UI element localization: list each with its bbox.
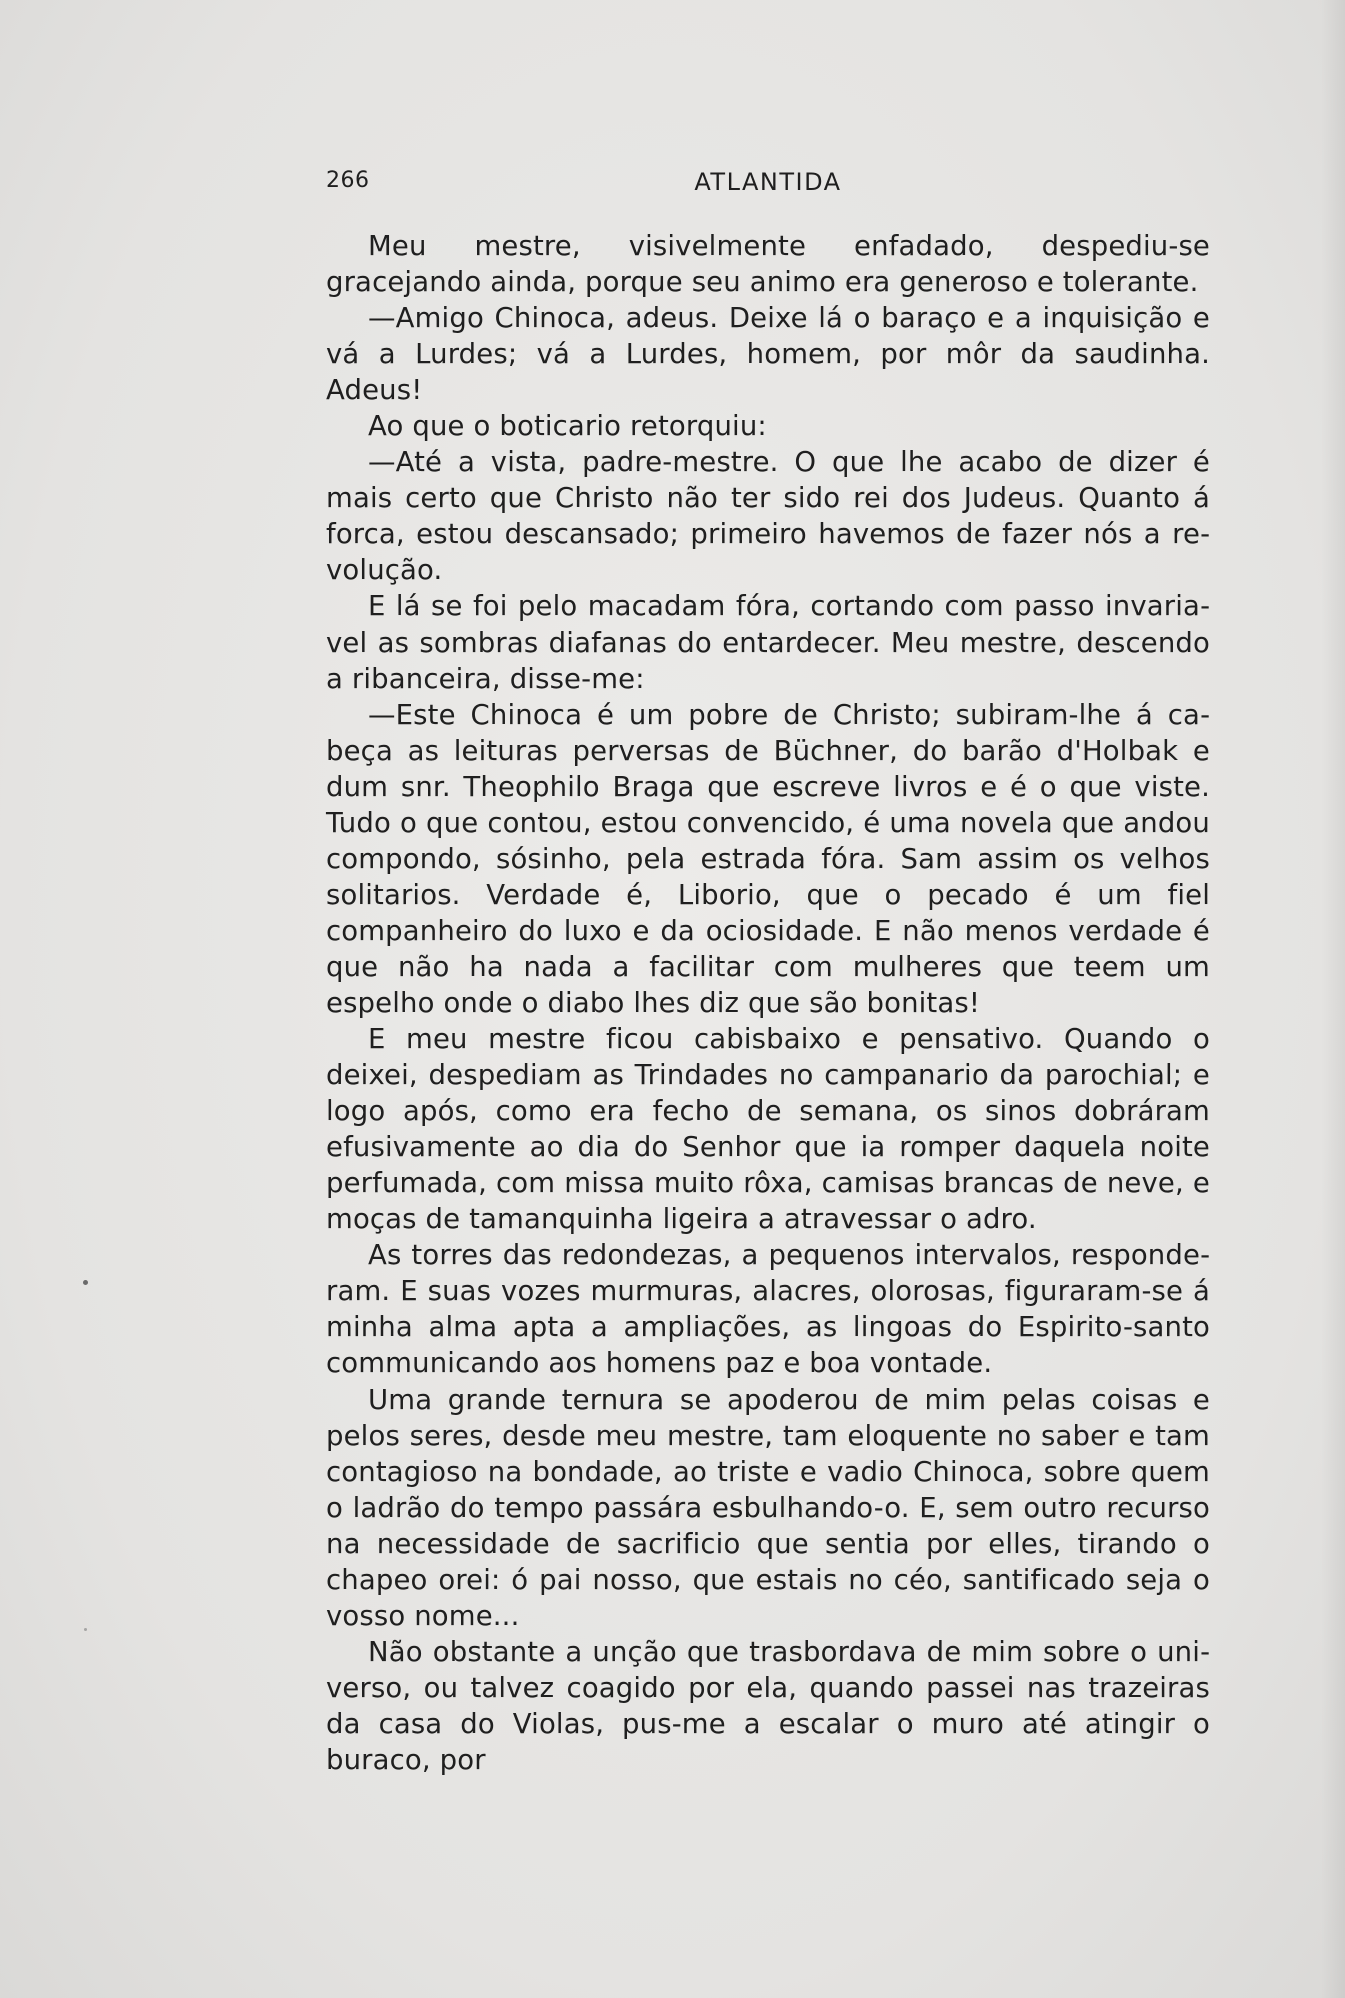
paragraph: Uma grande ternura se apoderou de mim pelas coisas e pelos seres, desde meu mestre, tam eloquente no saber e tam contagioso na bondade, ao triste e vadio Chinoca, sobre quem o ladrão do tempo passára esbulhando-o. E, sem outro recurso na necessidade de sacrificio que sentia por elles, tirando o chapeo orei: ó pai nosso, que estais no céo, santificado seja o vosso nome... [326, 1383, 1210, 1632]
paragraph: —Até a vista, padre-mestre. O que lhe acabo de dizer é mais certo que Christo não ter sido rei dos Judeus. Quanto á forca, estou descansado; primeiro havemos de fazer nós a revolução. [326, 446, 1210, 587]
paragraph: E meu mestre ficou cabisbaixo e pensativo. Quando o deixei, despediam as Trindades no campanario da parochial; e logo após, como era fecho de semana, os sinos dobráram efusivamente ao dia do Senhor que ia romper daquela noite perfumada, com missa muito rôxa, camisas brancas de neve, e moças de tamanquinha ligeira a atravessar o adro. [326, 1023, 1210, 1236]
page-header [326, 168, 1210, 198]
paragraph: —Amigo Chinoca, adeus. Deixe lá o baraço e a inquisição e vá a Lurdes; vá a Lurdes, homem, por môr da saudinha. Adeus! [326, 302, 1210, 407]
running-title: ATLANTIDA [694, 168, 842, 196]
paragraph: E lá se foi pelo macadam fóra, cortando com passo invariavel as sombras diafanas do entardecer. Meu mestre, descendo a ribanceira, disse-me: [326, 590, 1210, 695]
ink-speck [83, 1280, 88, 1285]
ink-speck [84, 1628, 87, 1631]
paragraph: —Este Chinoca é um pobre de Christo; subiram-lhe á cabeça as leituras perversas de Büchner, do barão d'Holbak e dum snr. Theophilo Braga que escreve livros e é o que viste. Tudo o que contou, estou convencido, é uma novela que andou compondo, sósinho, pela estrada fóra. Sam assim os velhos solitarios. Verdade é, Liborio, que o pecado é um fiel companheiro do luxo e da ociosidade. E não menos verdade é que não ha nada a facilitar com mulheres que teem um espelho onde o diabo lhes diz que são bonitas! [326, 698, 1210, 1019]
paragraph: Ao que o boticario retorquiu: [368, 410, 767, 443]
paragraph: As torres das redondezas, a pequenos intervalos, responderam. E suas vozes murmuras, alacres, olorosas, figuraram-se á minha alma apta a ampliações, as lingoas do Espirito-santo communicando aos homens paz e boa vontade. [326, 1239, 1210, 1380]
page-number: 266 [326, 168, 370, 193]
body-text [326, 228, 1210, 1778]
page-edge-shadow [1321, 0, 1345, 1998]
paragraph: Meu mestre, visivelmente enfadado, despediu-se gracejando ainda, porque seu animo era generoso e tolerante. [326, 230, 1210, 299]
paragraph: Não obstante a unção que trasbordava de mim sobre o universo, ou talvez coagido por ela, quando passei nas trazeiras da casa do Violas, pus-me a escalar o muro até atingir o buraco, por [326, 1635, 1210, 1776]
